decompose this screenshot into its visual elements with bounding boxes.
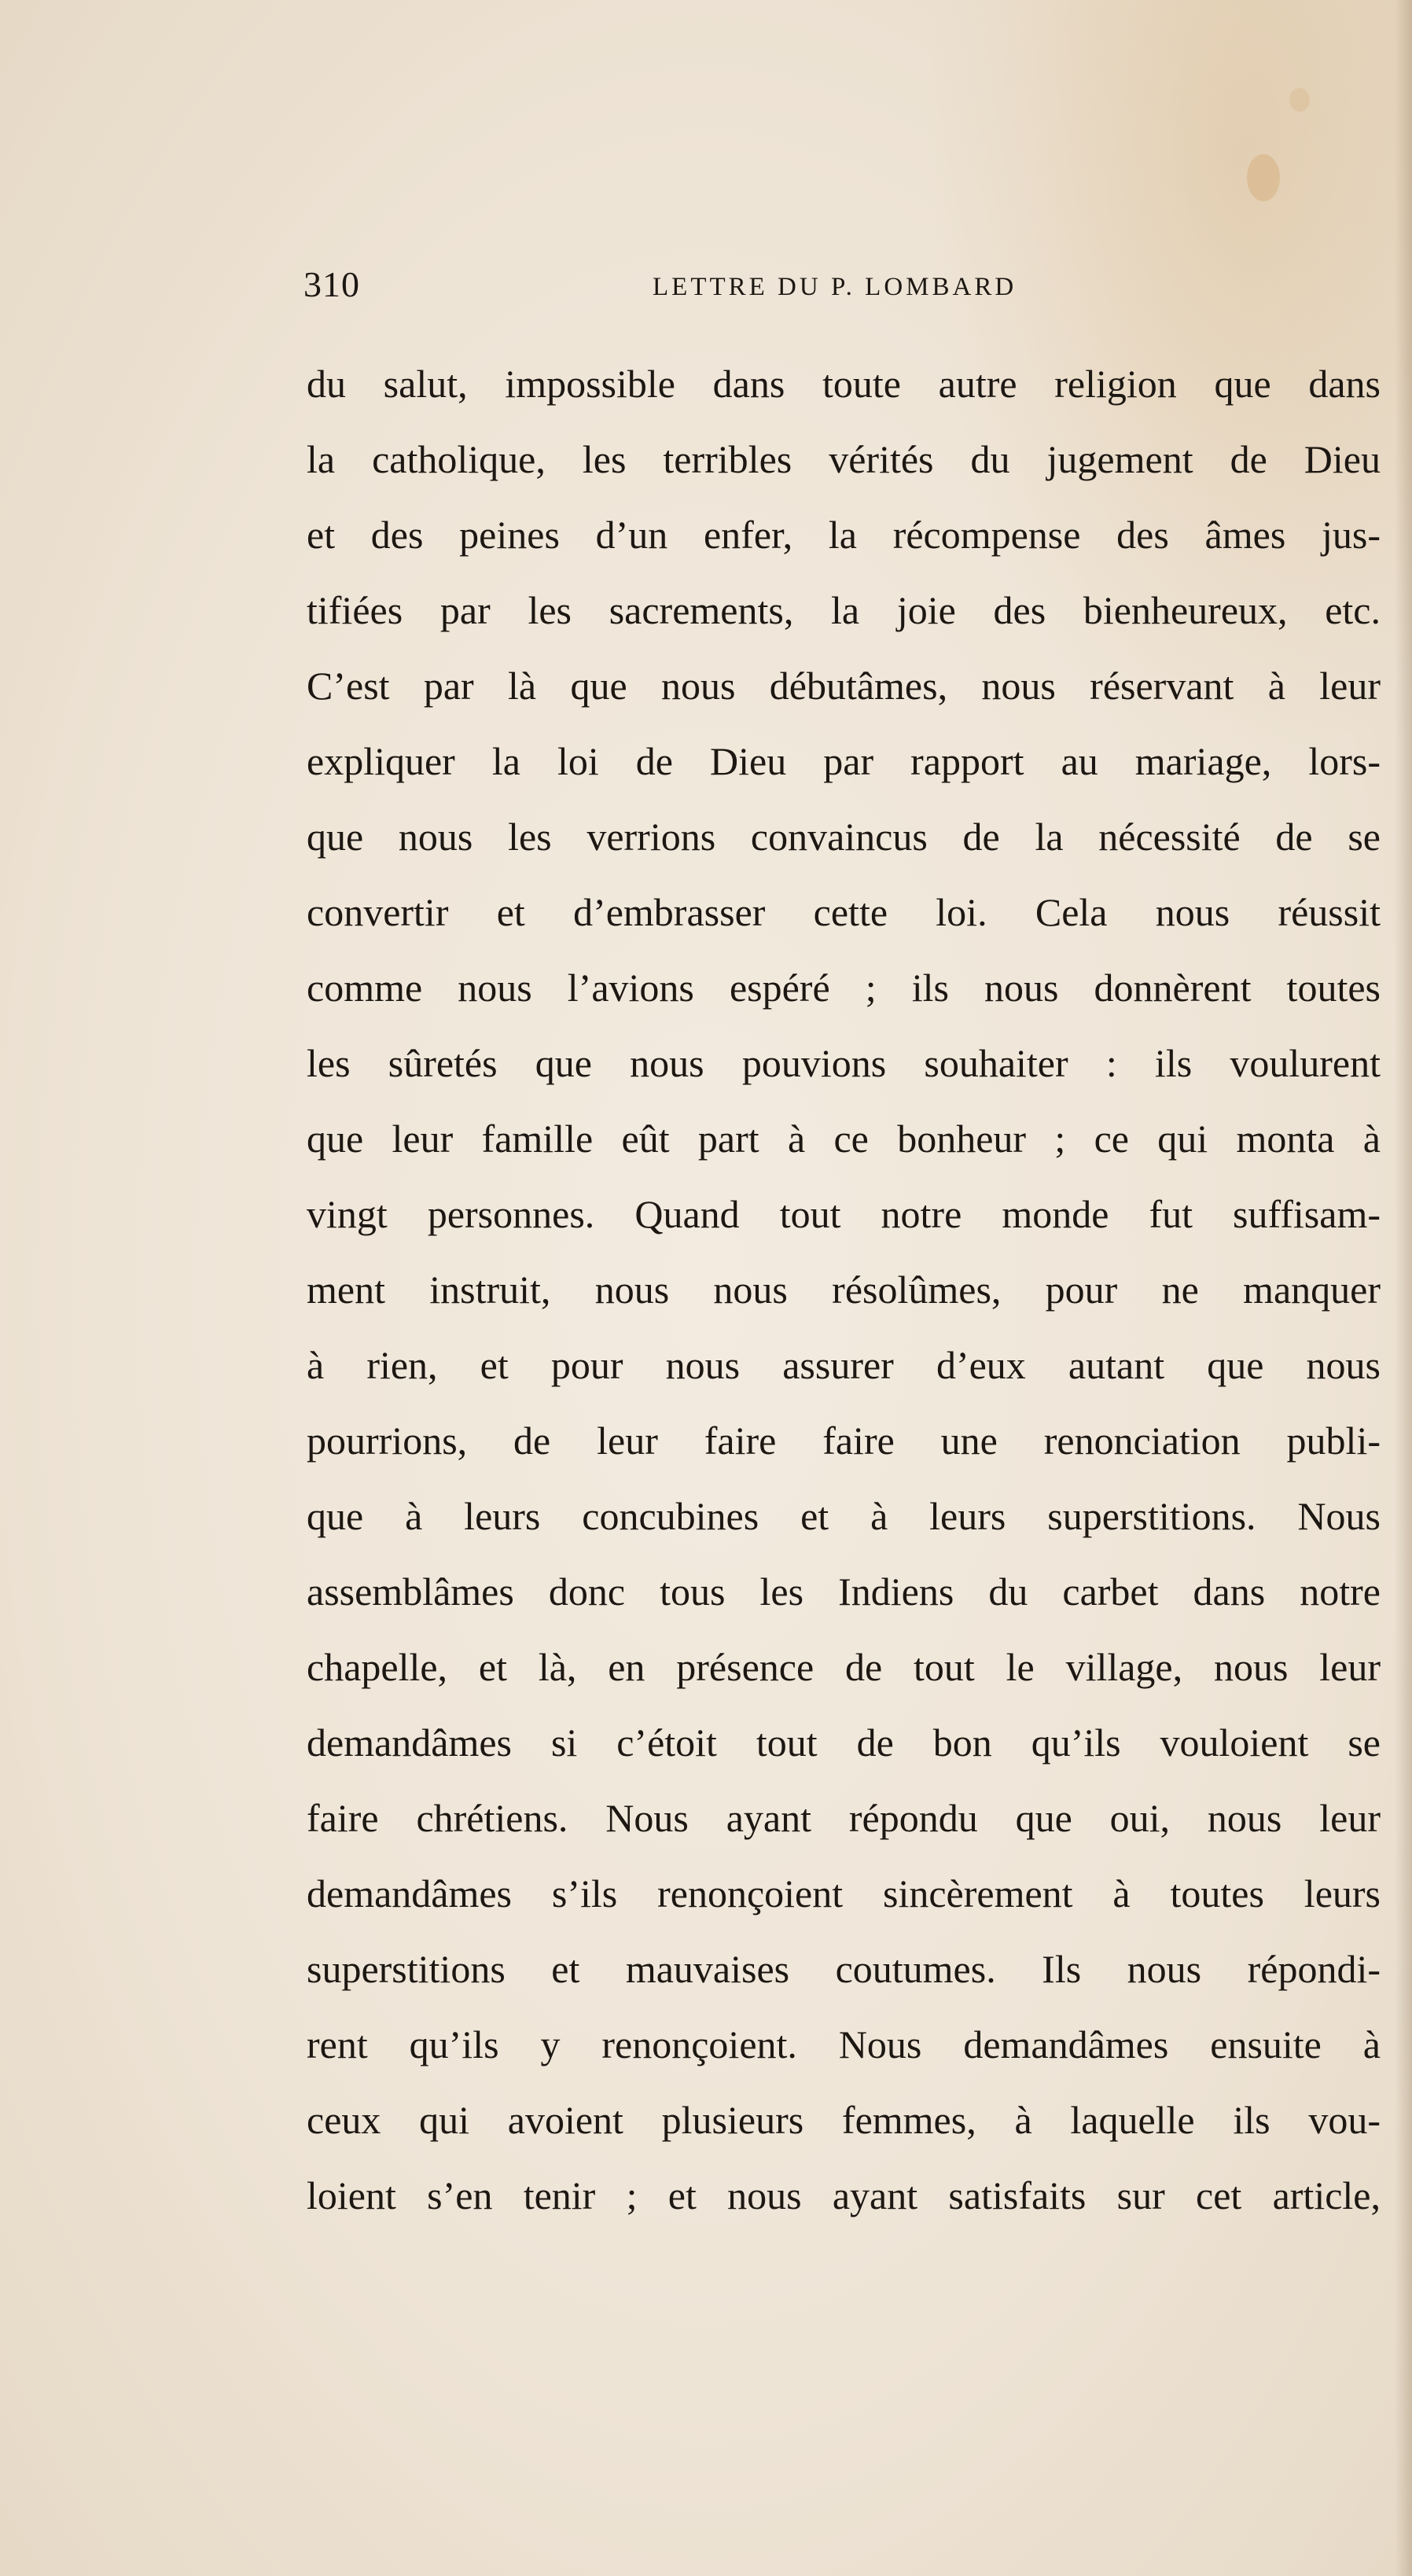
text-line: loient s’en tenir ; et nous ayant satisfaits sur cet article, <box>307 2173 1381 2217</box>
text-line: faire chrétiens. Nous ayant répondu que oui, nous leur <box>307 1796 1381 1840</box>
paper-stain <box>1247 154 1280 201</box>
text-line: que nous les verrions convaincus de la nécessité de se <box>307 815 1381 859</box>
text-line: chapelle, et là, en présence de tout le village, nous leur <box>307 1645 1381 1689</box>
text-line: ment instruit, nous nous résolûmes, pour ne manquer <box>307 1268 1381 1312</box>
text-line: rent qu’ils y renonçoient. Nous demandâmes ensuite à <box>307 2022 1381 2066</box>
page-edge-shadow <box>1395 0 1412 2576</box>
text-line: ceux qui avoient plusieurs femmes, à laquelle ils vou- <box>307 2098 1381 2142</box>
text-line: que à leurs concubines et à leurs superstitions. Nous <box>307 1494 1381 1538</box>
text-line: vingt personnes. Quand tout notre monde fut suffisam- <box>307 1192 1381 1236</box>
text-line: expliquer la loi de Dieu par rapport au mariage, lors- <box>307 739 1381 783</box>
text-line: tifiées par les sacrements, la joie des bienheureux, etc. <box>307 588 1381 632</box>
text-line: et des peines d’un enfer, la récompense des âmes jus- <box>307 513 1381 557</box>
text-line: superstitions et mauvaises coutumes. Ils nous répondi- <box>307 1947 1381 1991</box>
page-number: 310 <box>303 264 360 304</box>
text-line: à rien, et pour nous assurer d’eux autant que nous <box>307 1343 1381 1387</box>
text-line: convertir et d’embrasser cette loi. Cela nous réussit <box>307 890 1381 934</box>
text-line: demandâmes s’ils renonçoient sincèrement à toutes leurs <box>307 1871 1381 1915</box>
paper-stain <box>1289 88 1310 112</box>
text-line: la catholique, les terribles vérités du jugement de Dieu <box>307 437 1381 481</box>
text-line: C’est par là que nous débutâmes, nous réservant à leur <box>307 664 1381 708</box>
text-line: du salut, impossible dans toute autre religion que dans <box>307 362 1381 406</box>
text-line: demandâmes si c’étoit tout de bon qu’ils vouloient se <box>307 1720 1381 1765</box>
running-head: LETTRE DU P. LOMBARD <box>653 273 1017 301</box>
text-line: pourrions, de leur faire faire une renonciation publi- <box>307 1419 1381 1463</box>
text-line: comme nous l’avions espéré ; ils nous donnèrent toutes <box>307 966 1381 1010</box>
page-header <box>303 263 1082 307</box>
text-line: que leur famille eût part à ce bonheur ; ce qui monta à <box>307 1117 1381 1161</box>
text-line: assemblâmes donc tous les Indiens du carbet dans notre <box>307 1570 1381 1614</box>
text-line: les sûretés que nous pouvions souhaiter : ils voulurent <box>307 1041 1381 1085</box>
body-text <box>307 346 1384 2233</box>
